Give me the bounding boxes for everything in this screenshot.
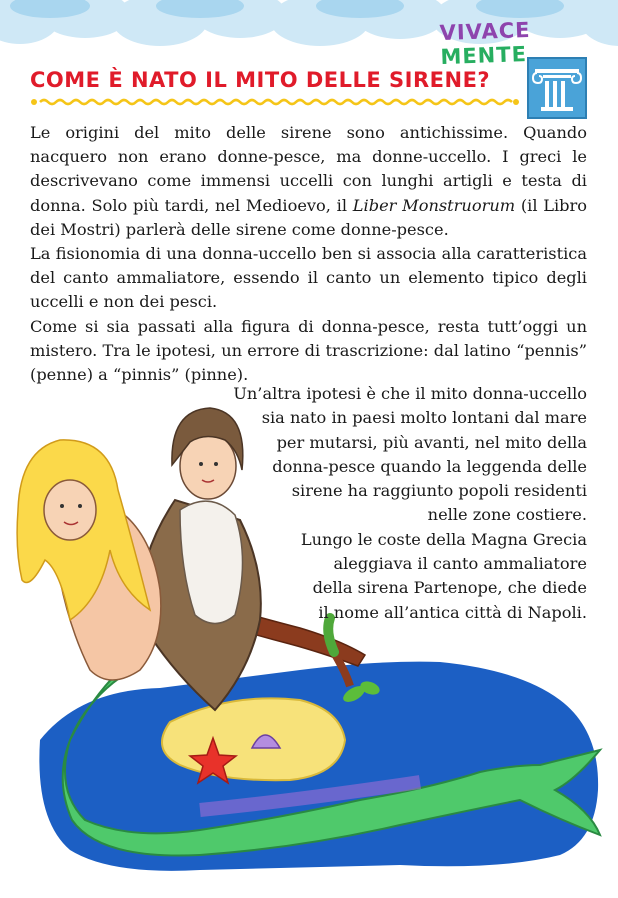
side-line: Un’altra ipotesi è che il mito donna-uccello [233,384,587,403]
side-line: aleggiava il canto ammaliatore [333,554,587,574]
page-title: COME È NATO IL MITO DELLE SIRENE? [30,68,491,92]
brand-part-2: MENTE [440,42,528,70]
side-line: donna-pesce quando la leggenda delle [272,456,587,476]
side-text [227,382,587,625]
mermaid-face [44,480,96,540]
paragraph-3: Come si sia passati alla figura di donna-pesce, resta tutt’oggi un mistero. Tra le ipotesi, un errore di trascrizione: dal latino “pennis” (penne) a “pinnis” (pinne). [30,316,587,385]
brand-part-1: VIVACE [439,17,531,46]
side-line: sia nato in paesi molto lontani dal mare [261,408,587,428]
side-line: sirene ha raggiunto popoli residenti [291,481,587,501]
side-line: il nome all’antica città di Napoli. [318,602,587,622]
paragraph-2: La fisionomia di una donna-uccello ben si associa alla caratteristica del canto ammaliatore, essendo il canto un elemento tipico degli uccelli e non dei pesci. [30,244,587,312]
side-line: Lungo le coste della Magna Grecia [300,529,587,549]
side-line: della sirena Partenope, che diede [312,578,587,598]
title-underline [30,98,520,106]
paragraph-1-end: (il Libro dei Mostri) parlerà delle sirene come donne-pesce. [30,195,588,239]
book-title: Liber Monstruorum [352,195,516,215]
side-line: per mutarsi, più avanti, nel mito della [276,432,587,452]
intro-text [30,121,587,387]
paragraph-1 [30,121,587,242]
ionic-column-icon [527,57,587,119]
side-line: nelle zone costiere. [427,505,587,525]
paragraph-1-start: Le origini del mito delle sirene sono antichissime. Quando nacquero non erano donne-pesce, ma donne-uccello. I greci le descrivevano come immensi uccelli con lunghi artigli e testa di donna. Solo più tardi, nel Medioevo, il [30,123,587,215]
